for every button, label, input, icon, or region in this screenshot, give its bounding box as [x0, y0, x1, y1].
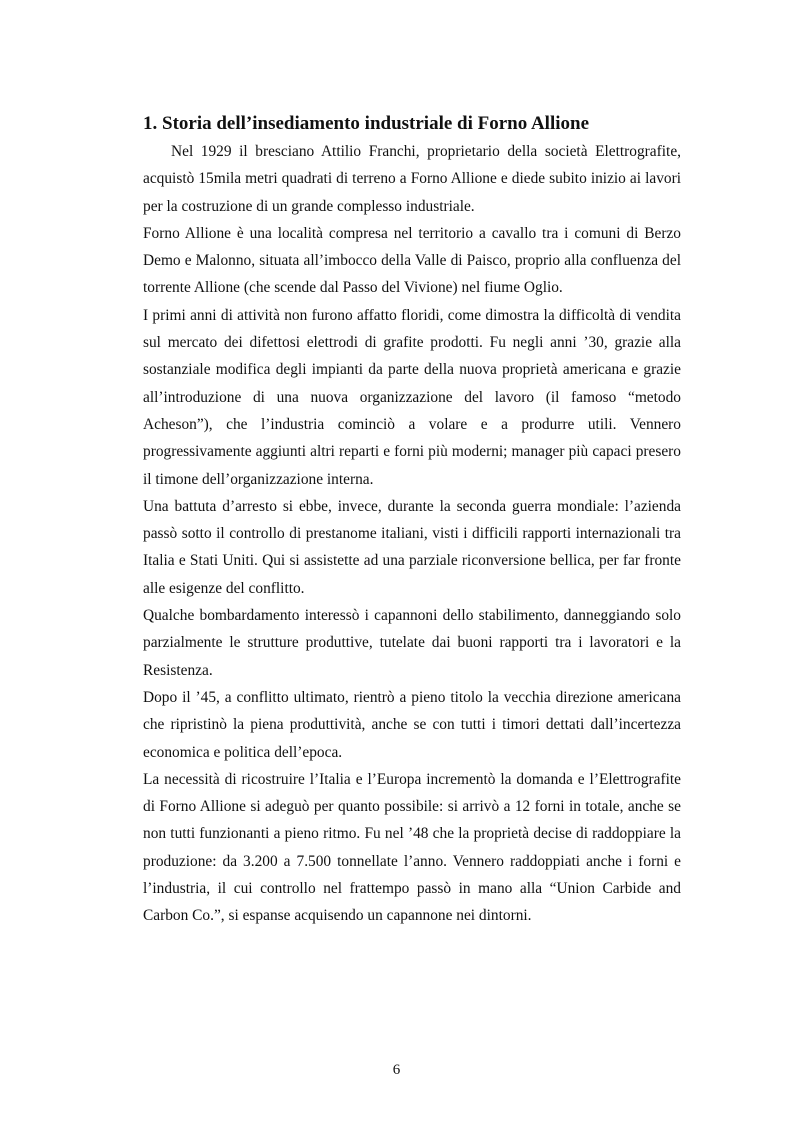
paragraph: Dopo il ’45, a conflitto ultimato, rientrò a pieno titolo la vecchia direzione americana che ripristinò la piena produttività, anche se con tutti i timori dettati dall’incertezza economica e politica dell’epoca.	[143, 688, 681, 761]
paragraph: La necessità di ricostruire l’Italia e l’Europa incrementò la domanda e l’Elettrografite di Forno Allione si adeguò per quanto possibile: si arrivò a 12 forni in totale, anche se non tutti funzionanti a pieno ritmo. Fu nel ’48 che la proprietà decise di raddoppiare la produzione: da 3.200 a 7.500 tonnellate l’anno. Vennero raddoppiati anche i forni e l’industria, il cui controllo nel frattempo passò in mano alla “Union Carbide and Carbon Co.”, si espanse acquisendo un capannone nei dintorni.	[143, 770, 681, 925]
paragraph: Nel 1929 il bresciano Attilio Franchi, proprietario della società Elettrografite, acquistò 15mila metri quadrati di terreno a Forno Allione e diede subito inizio ai lavori per la costruzione di un grande complesso industriale.	[143, 143, 681, 215]
paragraph: I primi anni di attività non furono affatto floridi, come dimostra la difficoltà di vendita sul mercato dei difettosi elettrodi di grafite prodotti. Fu negli anni ’30, grazie alla sostanziale modifica degli impianti da parte della nuova proprietà americana e grazie all’introduzione di una nuova organizzazione del lavoro (il famoso “metodo Acheson”), che l’industria cominciò a volare e a produrre utili. Vennero progressivamente aggiunti altri reparti e forni più moderni; manager più capaci presero il timone dell’organizzazione interna.	[143, 306, 681, 488]
section-heading: 1. Storia dell’insediamento industriale di Forno Allione	[143, 113, 589, 134]
page-number: 6	[392, 1062, 401, 1078]
paragraph: Una battuta d’arresto si ebbe, invece, durante la seconda guerra mondiale: l’azienda passò sotto il controllo di prestanome italiani, visti i difficili rapporti internazionali tra Italia e Stati Uniti. Qui si assistette ad una parziale riconversione bellica, per far fronte alle esigenze del conflitto.	[143, 497, 681, 597]
page-content	[143, 110, 681, 930]
paragraph: Qualche bombardamento interessò i capannoni dello stabilimento, danneggiando solo parzialmente le strutture produttive, tutelate dai buoni rapporti tra i lavoratori e la Resistenza.	[143, 607, 681, 679]
paragraph: Forno Allione è una località compresa nel territorio a cavallo tra i comuni di Berzo Demo e Malonno, situata all’imbocco della Valle di Paisco, proprio alla confluenza del torrente Allione (che scende dal Passo del Vivione) nel fiume Oglio.	[143, 224, 681, 297]
